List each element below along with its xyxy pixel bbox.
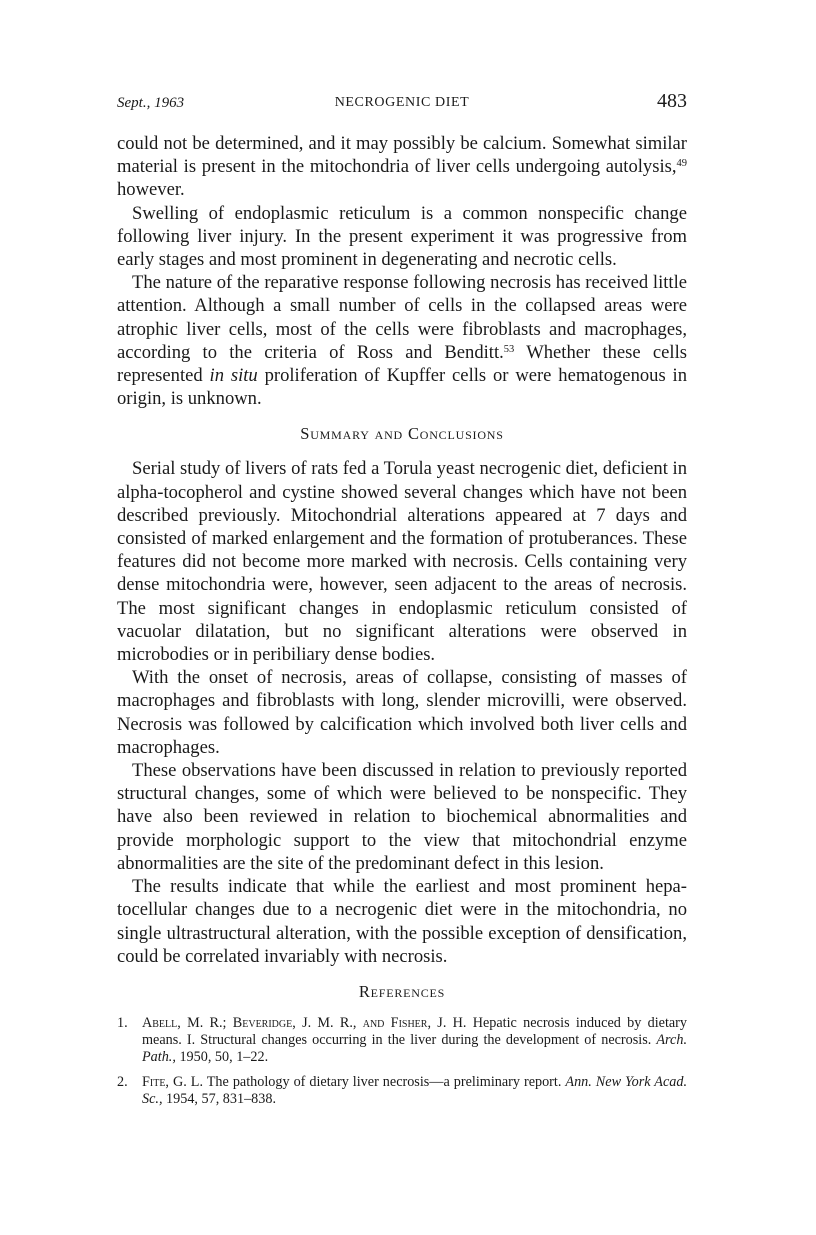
citation-ref: 53 xyxy=(503,343,515,355)
reference-citation: 1950, 50, 1–22. xyxy=(175,1049,269,1066)
reference-citation: 1954, 57, 831–838. xyxy=(162,1090,276,1107)
paragraph: The results indicate that while the earliest and most prominent hepatocellular changes due to a necrogenic diet were in the mitochondria, no single ultrastructural alteration, with the possible exception of densification, could be correlated invariably with necrosis. xyxy=(117,876,687,967)
reference-number: 2. xyxy=(117,1073,128,1090)
paragraph: Swelling of endoplasmic reticulum is a common nonspecific change following liver injury. In the present experiment it was progressive from early stages and most prominent in degenerating and necrotic cells. xyxy=(117,202,687,271)
reference-title: The pathology of dietary liver necrosis—a preliminary report. xyxy=(203,1073,566,1090)
paragraph-text: Whether these cells represented xyxy=(117,341,688,387)
page-number: 483 xyxy=(657,90,687,112)
reference-authors: Abell, M. R.; Beveridge, J. M. R., and Fisher, J. H. xyxy=(142,1014,467,1031)
paragraph: Serial study of livers of rats fed a Torula yeast necrogenic diet, deficient in alpha-tocopherol and cystine showed several changes which have not been described previously. Mitochondrial alterations appeared at 7 days and consisted of marked enlargement and the formation of protuberances. These features did not become more marked with necrosis. Cells containing very dense mitochondria were, however, seen adjacent to the areas of necrosis. The most significant changes in endoplasmic reticulum consisted of vacuolar dilatation, but no significant alterations were observed in microbodies or in peribiliary dense bodies. xyxy=(117,458,687,666)
reference-item xyxy=(117,1015,687,1067)
reference-number: 1. xyxy=(117,1014,128,1031)
reference-title: Hepatic necrosis induced by dietary means. I. Structural changes occurring in the liver during the development of necrosis. xyxy=(142,1014,687,1049)
paragraph-text: proliferation of Kupffer cells or were hematogenous in origin, is unknown. xyxy=(117,365,687,410)
reference-authors: Fite, G. L. xyxy=(142,1073,204,1090)
section-heading-references: References xyxy=(358,981,446,1001)
reference-list xyxy=(117,1015,687,1108)
paragraph: With the onset of necrosis, areas of collapse, consisting of masses of macrophages and fibroblasts with long, slender microvilli, were observed. Necrosis was followed by calcification which involved both liver cells and macrophages. xyxy=(117,667,687,758)
article-body xyxy=(117,132,687,1115)
paragraph-text: however. xyxy=(117,179,185,201)
paragraph: These observations have been discussed in relation to previously reported structural changes, some of which were believed to be nonspecific. They have also been reviewed in relation to biochemical abnormalities and provide morphologic support to the view that mitochondrial enzyme abnormalities are the site of the predominant defect in this lesion. xyxy=(117,760,687,874)
running-title: NECROGENIC DIET xyxy=(334,95,470,110)
reference-item xyxy=(117,1074,687,1108)
citation-ref: 49 xyxy=(676,158,687,170)
issue-date: Sept., 1963 xyxy=(117,95,185,111)
continued-paragraph xyxy=(117,132,687,202)
italic-term: in situ xyxy=(209,365,258,387)
reference-journal: Ann. New York Acad. Sc., xyxy=(142,1073,687,1107)
reference-journal: Arch. Path., xyxy=(142,1032,687,1066)
section-heading-summary: Summary and Conclusions xyxy=(300,424,504,444)
paragraph-text: could not be determined, and it may possibly be calcium. Somewhat similar material is present in the mitochondria of liver cells undergoing autolysis, xyxy=(117,133,687,178)
running-head xyxy=(117,92,687,116)
paragraph-text: The nature of the reparative response following necrosis has received little attention. Although a small number of cells in the collapsed areas were atrophic liver cells, most of the cells were fibroblasts and macrophages, according to the criteria of Ross and Benditt. xyxy=(117,272,687,363)
paragraph xyxy=(117,271,687,410)
